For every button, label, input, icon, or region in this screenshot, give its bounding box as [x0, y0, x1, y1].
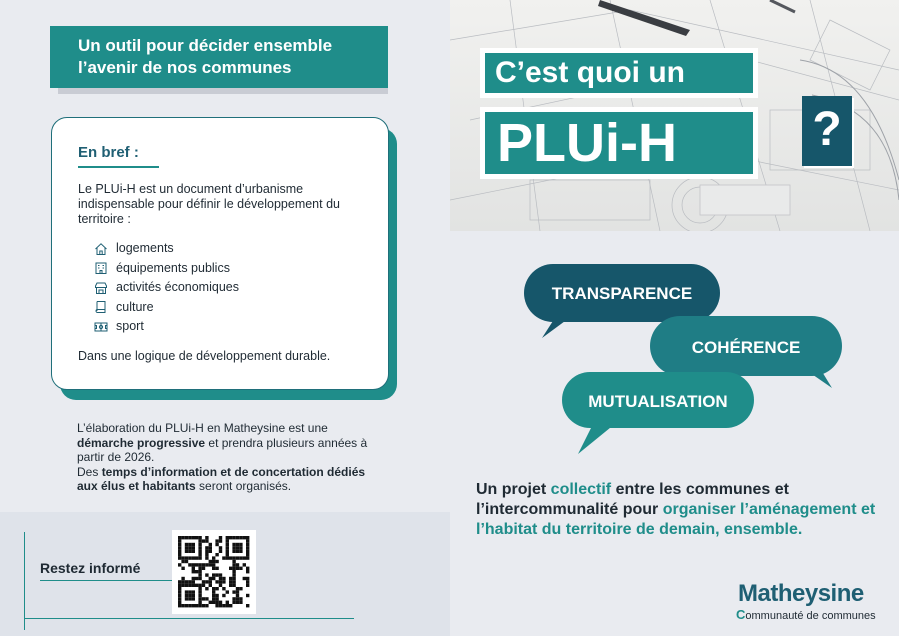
qr-code-icon — [172, 530, 256, 614]
elaboration-text-part: L’élaboration du PLUi-H en Matheysine est une — [77, 421, 328, 435]
project-claim — [476, 480, 876, 540]
summary-conclusion: Dans une logique de développement durable. — [78, 348, 331, 363]
divider-line — [24, 532, 25, 630]
list-item-label: activités économiques — [116, 280, 239, 294]
right-panel — [450, 0, 899, 636]
title-line-1: C’est quoi un — [485, 53, 753, 93]
title-line-1-box — [480, 48, 758, 98]
house-icon — [94, 242, 108, 256]
speech-bubbles — [450, 240, 899, 470]
list-item-label: culture — [116, 299, 154, 314]
list-item — [94, 278, 368, 298]
logo-subtitle-text: ommunauté de communes — [745, 610, 876, 622]
list-item — [94, 298, 368, 318]
list-item — [94, 259, 368, 279]
logo-subtitle — [736, 607, 876, 622]
divider-line — [24, 618, 354, 619]
logo-initial: C — [736, 607, 746, 622]
title-line-2: PLUi-H — [485, 112, 753, 174]
title-line-2-box — [480, 107, 758, 179]
elaboration-text-part: seront organisés. — [195, 479, 292, 493]
claim-part: entre les communes et l’intercommunalité pour — [476, 481, 789, 518]
matheysine-logo — [728, 576, 888, 626]
summary-title: En bref : — [78, 144, 159, 168]
summary-intro: Le PLUi-H est un document d’urbanisme indispensable pour définir le développement du territoire : — [78, 182, 340, 226]
shop-icon — [94, 281, 108, 295]
bubble-label: MUTUALISATION — [588, 392, 728, 411]
elaboration-highlight: temps d’information et de concertation dédiés aux élus et habitants — [77, 464, 366, 493]
qr-code[interactable] — [172, 530, 256, 614]
list-item-label: sport — [116, 319, 144, 333]
tagline-banner — [50, 26, 388, 88]
claim-highlight: collectif — [550, 481, 612, 498]
bubble-label: COHÉRENCE — [691, 338, 801, 357]
list-item — [94, 317, 368, 337]
bubble-label: TRANSPARENCE — [551, 284, 693, 303]
elaboration-text-part: et prendra plusieurs années à partir de 2026. — [77, 435, 368, 464]
claim-highlight: organiser l’aménagement et l’habitat du territoire de demain, ensemble. — [476, 501, 876, 538]
divider-line — [40, 580, 172, 581]
tagline-line-2: l’avenir de nos communes — [78, 58, 292, 77]
book-icon — [94, 300, 108, 314]
claim-part: Un projet — [476, 481, 551, 498]
logo-name: Matheysine — [738, 580, 864, 607]
summary-list — [94, 239, 368, 337]
stay-informed-section — [0, 512, 450, 636]
elaboration-highlight: démarche progressive — [77, 435, 206, 450]
elaboration-text-part: Des — [77, 464, 102, 479]
bubble-mutualisation — [562, 372, 754, 454]
list-item-label: logements — [116, 241, 174, 255]
elaboration-text — [77, 421, 377, 494]
field-icon — [94, 320, 108, 334]
summary-card — [51, 117, 389, 390]
tagline-line-1: Un outil pour décider ensemble — [78, 36, 333, 55]
list-item-label: équipements publics — [116, 260, 230, 275]
stay-informed-label: Restez informé — [40, 560, 141, 576]
question-mark-box: ? — [802, 96, 852, 166]
building-icon — [94, 261, 108, 275]
list-item — [94, 239, 368, 259]
